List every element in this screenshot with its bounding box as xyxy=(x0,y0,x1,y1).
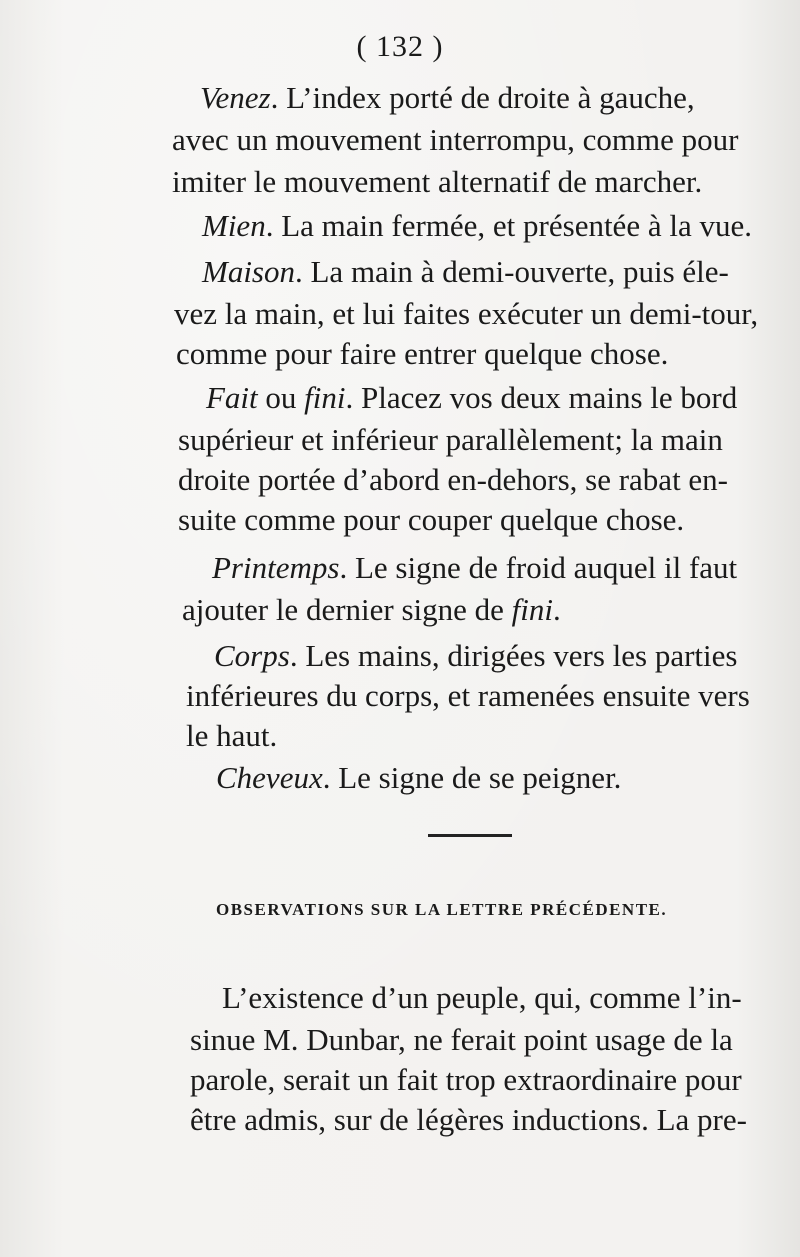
term-fait: Fait xyxy=(206,380,258,415)
text-line: imiter le mouvement alternatif de marcher. xyxy=(172,164,703,199)
text-line: suite comme pour couper quelque chose. xyxy=(178,502,685,537)
text-line: comme pour faire entrer quelque chose. xyxy=(176,336,669,371)
text-line: Venez. L’index porté de droite à gauche, xyxy=(200,80,695,115)
text-line: ajouter le dernier signe de fini. xyxy=(182,592,561,627)
text-line: Cheveux. Le signe de se peigner. xyxy=(216,760,622,795)
text-line: L’existence d’un peuple, qui, comme l’in- xyxy=(222,980,742,1015)
page-number: ( 132 ) xyxy=(356,30,444,63)
text-line: le haut. xyxy=(186,718,278,753)
term-venez: Venez xyxy=(200,80,271,115)
text-line: Corps. Les mains, dirigées vers les parties xyxy=(214,638,738,673)
term-fini: fini xyxy=(304,380,346,415)
text-line: supérieur et inférieur parallèlement; la main xyxy=(178,422,723,457)
text-line: vez la main, et lui faites exécuter un demi-tour, xyxy=(174,296,759,331)
text-line: Maison. La main à demi-ouverte, puis éle- xyxy=(202,254,729,289)
text-line: parole, serait un fait trop extraordinaire pour xyxy=(190,1062,742,1097)
text-line: sinue M. Dunbar, ne ferait point usage de la xyxy=(190,1022,733,1057)
text-line: avec un mouvement interrompu, comme pour xyxy=(172,122,739,157)
term-maison: Maison xyxy=(202,254,295,289)
term-mien: Mien xyxy=(202,208,266,243)
text-line: être admis, sur de légères inductions. La pre- xyxy=(190,1102,747,1137)
section-title: OBSERVATIONS SUR LA LETTRE PRÉCÉDENTE. xyxy=(216,900,668,919)
term-printemps: Printemps xyxy=(212,550,340,585)
text-line: droite portée d’abord en-dehors, se rabat en- xyxy=(178,462,729,497)
text-line: inférieures du corps, et ramenées ensuite vers xyxy=(186,678,750,713)
term-fini: fini xyxy=(511,592,554,627)
term-corps: Corps xyxy=(214,638,290,673)
section-divider xyxy=(428,834,512,837)
term-cheveux: Cheveux xyxy=(216,760,323,795)
text-line: Fait ou fini. Placez vos deux mains le bord xyxy=(206,380,738,415)
text-line: Mien. La main fermée, et présentée à la vue. xyxy=(202,208,752,243)
text-line: Printemps. Le signe de froid auquel il faut xyxy=(212,550,738,585)
